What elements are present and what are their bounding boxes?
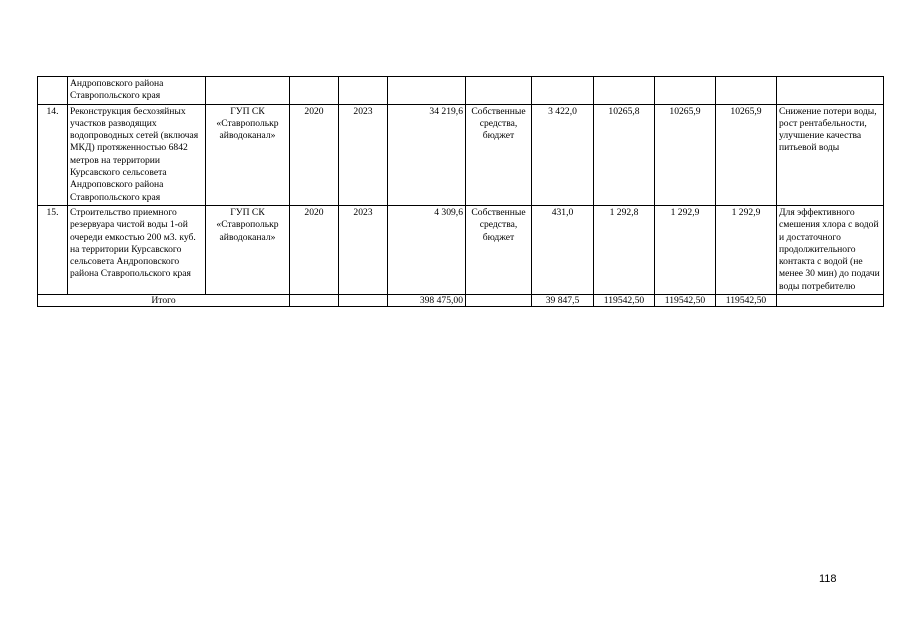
cell-y1 bbox=[532, 77, 594, 105]
page-number: 118 bbox=[819, 573, 837, 585]
cell-object: Андроповского района Ставропольского края bbox=[68, 77, 206, 105]
cell-y4 bbox=[716, 77, 777, 105]
cell-start-year: 2020 bbox=[290, 104, 339, 205]
table-row-continuation bbox=[38, 77, 884, 105]
cell-effect: Для эффективного смешения хлора с водой и достаточного продолжительного контакта с водой (не менее 30 мин) до подачи воды потребителю bbox=[777, 205, 884, 294]
cell-executor: ГУП СК «Ставрополькр айводоканал» bbox=[206, 205, 290, 294]
cell-source bbox=[466, 295, 532, 307]
cell-object: Строительство приемного резервуара чистой воды 1-ой очереди емкостью 200 м3. куб. на территории Курсавского сельсовета Андроповского района Ставропольского края bbox=[68, 205, 206, 294]
cell-executor: ГУП СК «Ставрополькр айводоканал» bbox=[206, 104, 290, 205]
cell-executor bbox=[206, 77, 290, 105]
cell-y4: 10265,9 bbox=[716, 104, 777, 205]
cell-y2 bbox=[594, 77, 655, 105]
cell-num: 15. bbox=[38, 205, 68, 294]
cell-start-year: 2020 bbox=[290, 205, 339, 294]
cell-total: 4 309,6 bbox=[388, 205, 466, 294]
cell-y2: 1 292,8 bbox=[594, 205, 655, 294]
cell-y3: 1 292,9 bbox=[655, 205, 716, 294]
total-y4: 119542,50 bbox=[716, 295, 777, 307]
cell-start-year bbox=[290, 295, 339, 307]
cell-num: 14. bbox=[38, 104, 68, 205]
total-label: Итого bbox=[38, 295, 290, 307]
cell-end-year bbox=[339, 295, 388, 307]
total-sum: 398 475,00 bbox=[388, 295, 466, 307]
cell-source: Собственные средства, бюджет bbox=[466, 205, 532, 294]
cell-source: Собственные средства, бюджет bbox=[466, 104, 532, 205]
cell-total: 34 219,6 bbox=[388, 104, 466, 205]
cell-end-year: 2023 bbox=[339, 104, 388, 205]
table-total-row bbox=[38, 295, 884, 307]
cell-y3 bbox=[655, 77, 716, 105]
cell-effect bbox=[777, 295, 884, 307]
table-row bbox=[38, 104, 884, 205]
total-y2: 119542,50 bbox=[594, 295, 655, 307]
cell-end-year: 2023 bbox=[339, 205, 388, 294]
cell-effect: Снижение потери воды, рост рентабельности, улучшение качества питьевой воды bbox=[777, 104, 884, 205]
cell-y3: 10265,9 bbox=[655, 104, 716, 205]
cell-object: Реконструкция бесхозяйных участков разводящих водопроводных сетей (включая МКД) протяженностью 6842 метров на территории Курсавского сельсовета Андроповского района Ставропольского края bbox=[68, 104, 206, 205]
cell-effect bbox=[777, 77, 884, 105]
table-row bbox=[38, 205, 884, 294]
cell-y1: 431,0 bbox=[532, 205, 594, 294]
total-y1: 39 847,5 bbox=[532, 295, 594, 307]
total-y3: 119542,50 bbox=[655, 295, 716, 307]
cell-end-year bbox=[339, 77, 388, 105]
cell-start-year bbox=[290, 77, 339, 105]
cell-y2: 10265,8 bbox=[594, 104, 655, 205]
cell-total bbox=[388, 77, 466, 105]
cell-y4: 1 292,9 bbox=[716, 205, 777, 294]
cell-source bbox=[466, 77, 532, 105]
cell-num bbox=[38, 77, 68, 105]
investment-program-table bbox=[37, 76, 884, 307]
cell-y1: 3 422,0 bbox=[532, 104, 594, 205]
